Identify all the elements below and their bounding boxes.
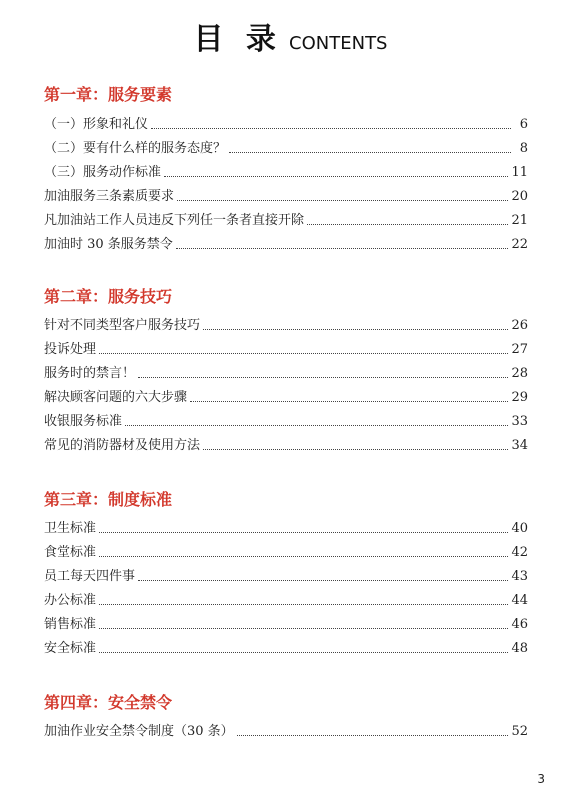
toc-entry-label: 办公标准 bbox=[44, 593, 97, 608]
toc-entry[interactable] bbox=[44, 434, 528, 458]
dot-leader bbox=[99, 627, 508, 629]
toc-entry[interactable] bbox=[44, 209, 528, 233]
chapter-3-entries bbox=[44, 517, 528, 661]
page-number: 3 bbox=[537, 772, 545, 786]
toc-entry-page: 21 bbox=[511, 213, 528, 228]
toc-entry[interactable] bbox=[44, 541, 528, 565]
toc-entry-label: 投诉处理 bbox=[44, 342, 97, 357]
toc-entry-label: 卫生标准 bbox=[44, 521, 97, 536]
toc-entry[interactable] bbox=[44, 185, 528, 209]
toc-entry-label: （一）形象和礼仪 bbox=[44, 117, 149, 132]
toc-entry-page: 22 bbox=[511, 237, 528, 252]
toc-entry-page: 28 bbox=[511, 366, 528, 381]
toc-entry[interactable] bbox=[44, 410, 528, 434]
toc-entry-label: 针对不同类型客户服务技巧 bbox=[44, 318, 201, 333]
dot-leader bbox=[125, 424, 508, 426]
toc-entry-label: 加油时 30 条服务禁令 bbox=[44, 237, 173, 252]
toc-entry[interactable] bbox=[44, 565, 528, 589]
dot-leader bbox=[307, 223, 508, 225]
toc-entry-label: 食堂标准 bbox=[44, 545, 97, 560]
dot-leader bbox=[138, 376, 508, 378]
dot-leader bbox=[176, 247, 509, 249]
dot-leader bbox=[177, 199, 508, 201]
toc-entry-label: （二）要有什么样的服务态度？ bbox=[44, 141, 227, 156]
toc-entry-label: （三）服务动作标准 bbox=[44, 165, 162, 180]
dot-leader bbox=[237, 734, 509, 736]
toc-entry-page: 20 bbox=[511, 189, 528, 204]
toc-entry[interactable] bbox=[44, 137, 528, 161]
title-chinese: 目 录 bbox=[193, 22, 282, 57]
toc-entry-label: 加油作业安全禁令制度（30 条） bbox=[44, 724, 234, 739]
dot-leader bbox=[138, 579, 508, 581]
dot-leader bbox=[229, 151, 511, 153]
toc-entry-label: 解决顾客问题的六大步骤 bbox=[44, 390, 188, 405]
toc-entry[interactable] bbox=[44, 589, 528, 613]
toc-entry-label: 加油服务三条素质要求 bbox=[44, 189, 175, 204]
toc-title bbox=[0, 14, 581, 58]
dot-leader bbox=[99, 531, 508, 533]
toc-entry-page: 44 bbox=[511, 593, 528, 608]
toc-entry-page: 33 bbox=[511, 414, 528, 429]
chapter-heading-3: 第三章：制度标准 bbox=[44, 490, 173, 509]
dot-leader bbox=[99, 603, 508, 605]
dot-leader bbox=[190, 400, 508, 402]
toc-entry-page: 27 bbox=[511, 342, 528, 357]
chapter-1-entries bbox=[44, 113, 528, 257]
toc-entry-page: 48 bbox=[511, 641, 528, 656]
toc-entry-page: 43 bbox=[511, 569, 528, 584]
toc-entry[interactable] bbox=[44, 386, 528, 410]
dot-leader bbox=[151, 127, 511, 129]
toc-entry[interactable] bbox=[44, 161, 528, 185]
chapter-4-entries bbox=[44, 720, 528, 744]
toc-entry-page: 29 bbox=[511, 390, 528, 405]
chapter-heading-4: 第四章：安全禁令 bbox=[44, 693, 173, 712]
toc-entry-page: 6 bbox=[519, 117, 528, 132]
chapter-heading-1: 第一章：服务要素 bbox=[44, 85, 173, 104]
toc-entry-page: 52 bbox=[511, 724, 528, 739]
toc-entry-page: 40 bbox=[511, 521, 528, 536]
toc-entry[interactable] bbox=[44, 517, 528, 541]
toc-entry[interactable] bbox=[44, 314, 528, 338]
toc-entry-page: 26 bbox=[511, 318, 528, 333]
toc-entry[interactable] bbox=[44, 113, 528, 137]
toc-entry[interactable] bbox=[44, 338, 528, 362]
toc-entry[interactable] bbox=[44, 362, 528, 386]
dot-leader bbox=[164, 175, 508, 177]
toc-entry[interactable] bbox=[44, 637, 528, 661]
toc-entry[interactable] bbox=[44, 613, 528, 637]
toc-entry-label: 收银服务标准 bbox=[44, 414, 123, 429]
dot-leader bbox=[203, 328, 508, 330]
title-english: CONTENTS bbox=[289, 33, 388, 54]
toc-entry-page: 11 bbox=[511, 165, 528, 180]
dot-leader bbox=[203, 448, 508, 450]
toc-entry-page: 34 bbox=[511, 438, 528, 453]
chapter-heading-2: 第二章：服务技巧 bbox=[44, 287, 173, 306]
toc-entry-label: 销售标准 bbox=[44, 617, 97, 632]
dot-leader bbox=[99, 651, 508, 653]
toc-entry-label: 员工每天四件事 bbox=[44, 569, 136, 584]
toc-entry-page: 8 bbox=[519, 141, 528, 156]
dot-leader bbox=[99, 555, 508, 557]
chapter-2-entries bbox=[44, 314, 528, 458]
toc-entry-page: 42 bbox=[511, 545, 528, 560]
toc-entry-label: 常见的消防器材及使用方法 bbox=[44, 438, 201, 453]
toc-entry[interactable] bbox=[44, 720, 528, 744]
toc-entry-label: 安全标准 bbox=[44, 641, 97, 656]
dot-leader bbox=[99, 352, 508, 354]
toc-entry-label: 凡加油站工作人员违反下列任一条者直接开除 bbox=[44, 213, 305, 228]
toc-entry-label: 服务时的禁言！ bbox=[44, 366, 136, 381]
toc-entry-page: 46 bbox=[511, 617, 528, 632]
toc-entry[interactable] bbox=[44, 233, 528, 257]
